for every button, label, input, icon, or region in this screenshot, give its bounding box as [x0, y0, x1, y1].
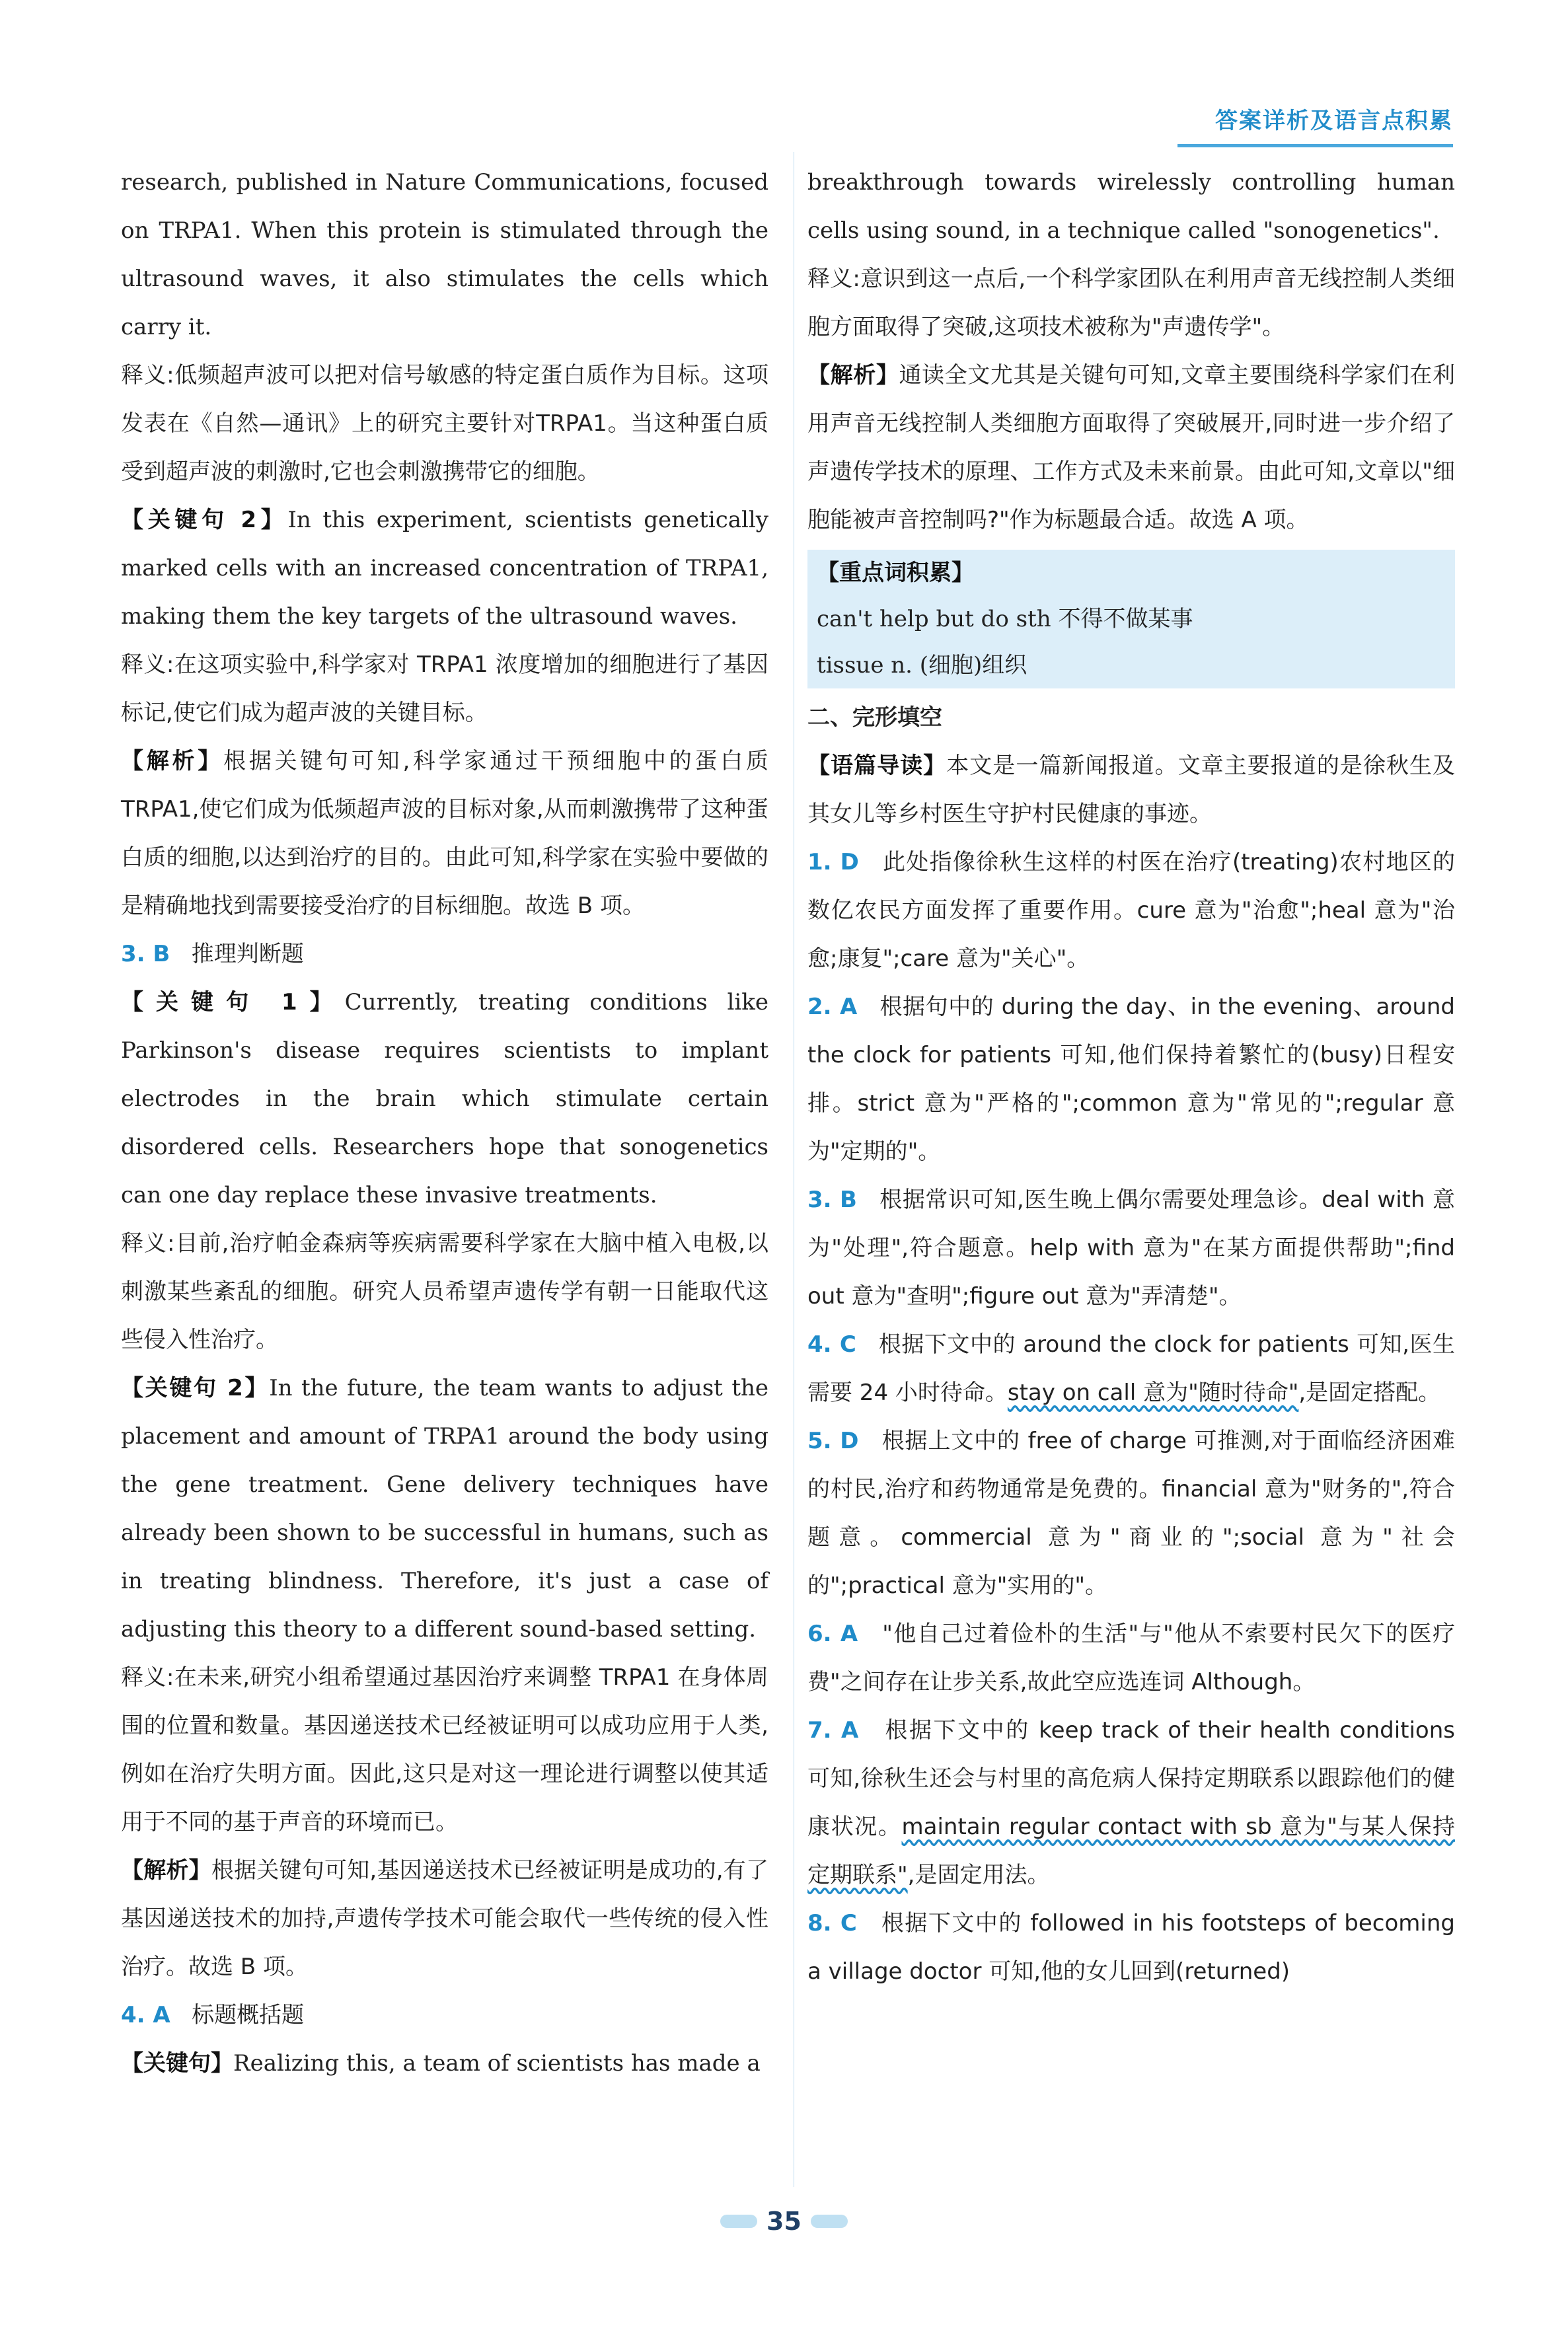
answer-text: 此处指像徐秋生这样的村医在治疗(treating)农村地区的数亿农民方面发挥了重要作用。cure 意为"治愈";heal 意为"治愈;康复";care 意为"关心"。 [807, 849, 1455, 972]
key-sentence [121, 978, 768, 1220]
left-column [121, 159, 768, 2088]
answer-text: ,是固定用法。 [907, 1862, 1050, 1888]
guide-text: 本文是一篇新闻报道。文章主要报道的是徐秋生及其女儿等乡村医生守护村民健康的事迹。 [807, 753, 1456, 827]
answer-item [807, 1176, 1455, 1321]
answer-number: 4. C [807, 1331, 856, 1358]
answer-number: 3. B [807, 1187, 857, 1213]
answer-number: 3. B [121, 941, 170, 967]
answer-item [807, 1900, 1455, 1996]
answer-number: 5. D [807, 1428, 859, 1454]
answer-text: 根据句中的 during the day、in the evening、around the clock for patients 可知,他们保持着繁忙的(busy)日程安排。strict 意为"严格的";common 意为"常见的";regular 意为"定期的"。 [807, 994, 1455, 1165]
highlighted-phrase: maintain regular contact with sb 意为"与某人保持定期联系" [807, 1814, 1455, 1888]
analysis [807, 351, 1455, 544]
answer-number: 8. C [807, 1910, 857, 1937]
translation: 释义:在未来,研究小组希望通过基因治疗来调整 TRPA1 在身体周围的位置和数量。基因递送技术已经被证明可以成功应用于人类,例如在治疗失明方面。因此,这只是对这一理论进行调整以使其适用于不同的基于声音的环境而已。 [121, 1664, 768, 1835]
key-sentence-tag: 【关键句】 [121, 2050, 233, 2077]
question-type: 推理判断题 [191, 941, 304, 967]
page-number: 35 [766, 2207, 802, 2236]
answer-text: ,是固定搭配。 [1298, 1380, 1441, 1406]
question-heading [121, 1991, 768, 2040]
reading-guide [807, 742, 1455, 838]
key-sentence-text: Currently, treating conditions like Parkinson's disease requires scientists to implant electrodes in the brain which stimulate certain disordered cells. Researchers hope that sonogenetics can one day replace these invasive treatments. [121, 989, 768, 1208]
question-type: 标题概括题 [192, 2002, 305, 2028]
page-number-bar-right [811, 2215, 848, 2228]
section-heading: 二、完形填空 [807, 704, 942, 731]
analysis-tag: 【解析】 [121, 1857, 211, 1884]
answer-text: 根据下文中的 keep track of their health conditions 可知,徐秋生还会与村里的高危病人保持定期联系以跟踪他们的健康状况。 [807, 1717, 1455, 1840]
answer-text: 根据下文中的 around the clock for patients 可知,医生需要 24 小时待命。 [807, 1331, 1455, 1406]
key-sentence-tag: 【关键句 1】 [121, 989, 345, 1015]
analysis-tag: 【解析】 [807, 362, 899, 388]
answer-item [807, 1417, 1455, 1610]
key-sentence [121, 2040, 768, 2088]
right-column [807, 159, 1455, 1996]
question-heading [121, 930, 768, 978]
page-footer [0, 2207, 1568, 2236]
translation: 释义:意识到这一点后,一个科学家团队在利用声音无线控制人类细胞方面取得了突破,这项技术被称为"声遗传学"。 [807, 266, 1455, 340]
analysis-text: 根据关键句可知,基因递送技术已经被证明是成功的,有了基因递送技术的加持,声遗传学技术可能会取代一些传统的侵入性治疗。故选 B 项。 [121, 1857, 768, 1980]
key-sentence-text: Realizing this, a team of scientists has made a [233, 2050, 761, 2077]
answer-number: 2. A [807, 994, 858, 1020]
answer-item [807, 1321, 1455, 1417]
analysis [121, 737, 768, 930]
key-sentence [121, 496, 768, 641]
answer-item [807, 983, 1455, 1176]
vocabulary-box [807, 550, 1455, 688]
answer-text: 根据上文中的 free of charge 可推测,对于面临经济困难的村民,治疗和药物通常是免费的。financial 意为"财务的",符合题意。commercial 意为"商业的";social 意为"社会的";practical 意为"实用的"。 [807, 1428, 1455, 1599]
key-sentence-tag: 【关键句 2】 [121, 507, 288, 533]
key-sentence-text: In this experiment, scientists genetically marked cells with an increased concentration of TRPA1, making them the key targets of the ultrasound waves. [121, 507, 768, 630]
header-underline [1177, 144, 1453, 147]
answer-text: "他自己过着俭朴的生活"与"他从不索要村民欠下的医疗费"之间存在让步关系,故此空应选连词 Although。 [807, 1621, 1455, 1695]
key-sentence-text: In the future, the team wants to adjust the placement and amount of TRPA1 around the body using the gene treatment. Gene delivery techniques have already been shown to be successful in humans, such as in treating blindness. Therefore, it's just a case of adjusting this theory to a different sound-based setting. [121, 1375, 768, 1642]
answer-number: 1. D [807, 849, 859, 875]
key-sentence-tag: 【关键句 2】 [121, 1375, 270, 1401]
answer-text: 根据常识可知,医生晚上偶尔需要处理急诊。deal with 意为"处理",符合题意。help with 意为"在某方面提供帮助";find out 意为"查明";figure out 意为"弄清楚"。 [807, 1187, 1455, 1310]
highlighted-phrase: stay on call 意为"随时待命" [1007, 1380, 1299, 1406]
answer-item [807, 838, 1455, 983]
paragraph: breakthrough towards wirelessly controlling human cells using sound, in a technique called "sonogenetics". [807, 169, 1455, 244]
translation: 释义:在这项实验中,科学家对 TRPA1 浓度增加的细胞进行了基因标记,使它们成为超声波的关键目标。 [121, 651, 768, 726]
answer-number: 4. A [121, 2002, 170, 2028]
key-sentence [121, 1364, 768, 1654]
answer-number: 6. A [807, 1621, 858, 1647]
answer-item [807, 1610, 1455, 1707]
analysis-text: 通读全文尤其是关键句可知,文章主要围绕科学家们在利用声音无线控制人类细胞方面取得了突破展开,同时进一步介绍了声遗传学技术的原理、工作方式及未来前景。由此可知,文章以"细胞能被声音控制吗?"作为标题最合适。故选 A 项。 [807, 362, 1456, 533]
vocabulary-item: can't help but do sth 不得不做某事 [817, 606, 1193, 632]
page-number-bar-left [720, 2215, 757, 2228]
paragraph: research, published in Nature Communications, focused on TRPA1. When this protein is stimulated through the ultrasound waves, it also stimulates the cells which carry it. [121, 169, 768, 340]
guide-tag: 【语篇导读】 [807, 753, 947, 779]
answer-number: 7. A [807, 1717, 859, 1744]
answer-item [807, 1707, 1455, 1900]
translation: 释义:目前,治疗帕金森病等疾病需要科学家在大脑中植入电极,以刺激某些紊乱的细胞。研究人员希望声遗传学有朝一日能取代这些侵入性治疗。 [121, 1230, 768, 1353]
vocabulary-item: tissue n. (细胞)组织 [817, 652, 1027, 679]
answer-text: 根据下文中的 followed in his footsteps of becoming a village doctor 可知,他的女儿回到(returned) [807, 1910, 1455, 1985]
analysis-text: 根据关键句可知,科学家通过干预细胞中的蛋白质 TRPA1,使它们成为低频超声波的目标对象,从而刺激携带了这种蛋白质的细胞,以达到治疗的目的。由此可知,科学家在实验中要做的是精确地找到需要接受治疗的目标细胞。故选 B 项。 [121, 748, 769, 919]
running-header: 答案详析及语言点积累 [1215, 108, 1453, 134]
analysis [121, 1847, 768, 1991]
analysis-tag: 【解析】 [121, 748, 224, 774]
translation: 释义:低频超声波可以把对信号敏感的特定蛋白质作为目标。这项发表在《自然—通讯》上的研究主要针对TRPA1。当这种蛋白质受到超声波的刺激时,它也会刺激携带它的细胞。 [121, 362, 768, 485]
vocabulary-title: 【重点词积累】 [817, 560, 974, 586]
